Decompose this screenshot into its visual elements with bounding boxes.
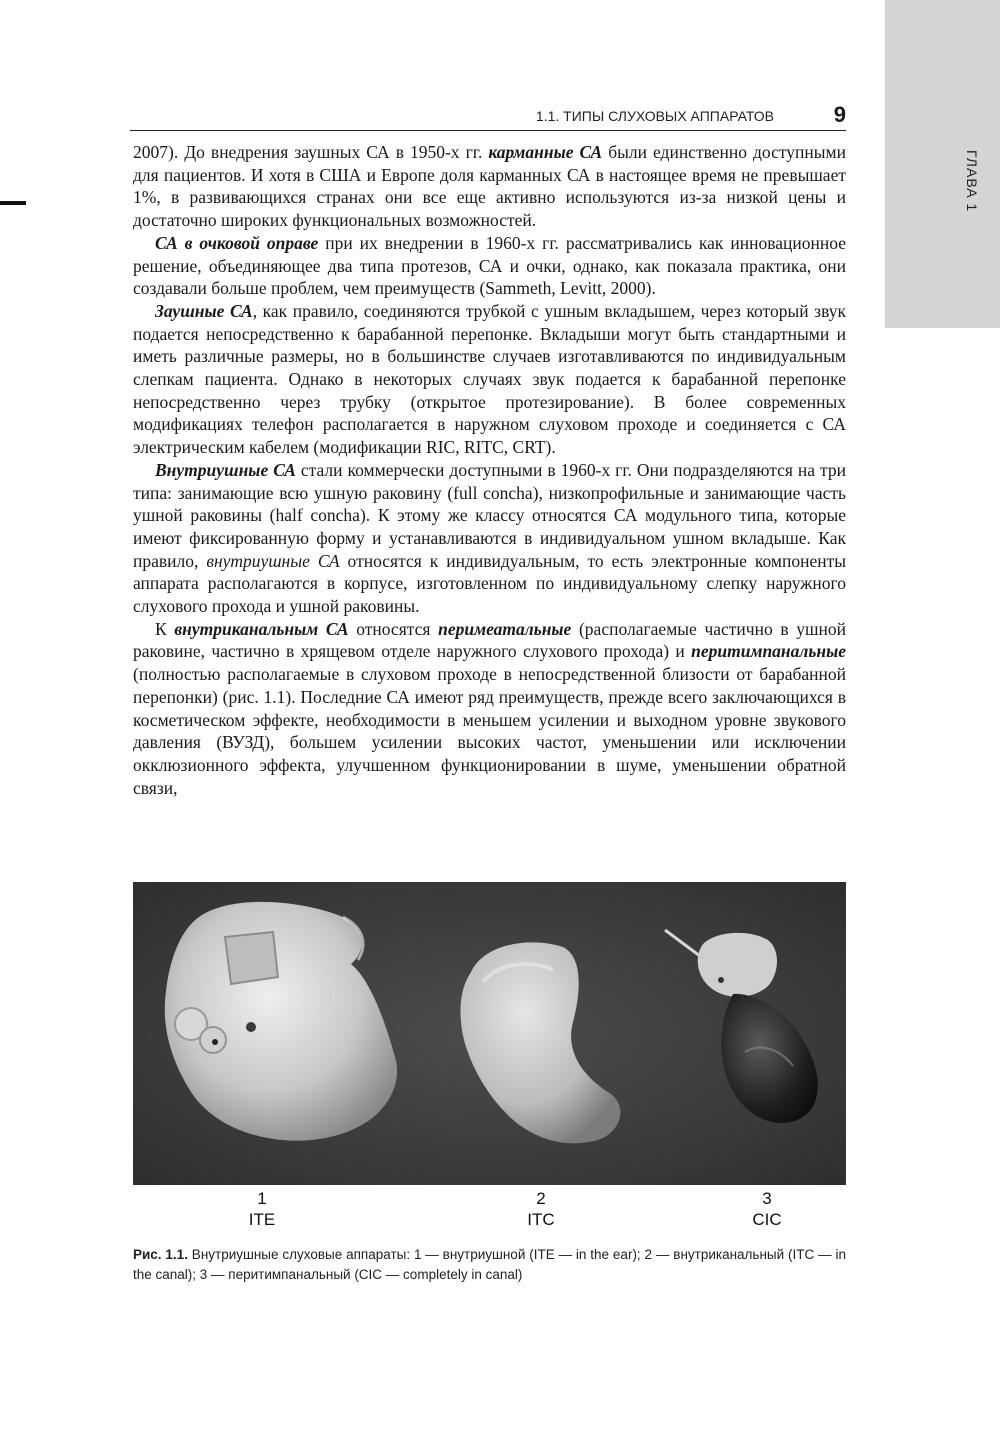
paragraph-4: [133, 459, 846, 618]
chapter-tab-label: ГЛАВА 1: [964, 150, 980, 213]
term-bte-aids: Заушные СА: [155, 300, 253, 321]
p5-text-b: относятся: [348, 618, 439, 639]
figure-label-3: [737, 1188, 797, 1230]
margin-mark: [0, 201, 26, 205]
hearing-aids-photo: [133, 882, 846, 1185]
figure-label-1-number: 1: [257, 1189, 267, 1208]
figure-label-1: [232, 1188, 292, 1230]
figure-label-2-number: 2: [536, 1189, 546, 1208]
p5-text-c: (располагаемые частично в ушной раковине, частично в хрящевом отделе наружного слухового прохода) и: [133, 618, 846, 662]
p5-text-a: К: [155, 618, 175, 639]
chapter-tab: [885, 0, 1000, 328]
figure-label-3-code: CIC: [752, 1210, 782, 1229]
p3-text: , как правило, соединяются трубкой с ушным вкладышем, через который звук подается непосредственно к барабанной перепонке. Вкладыши могут быть стандартными и иметь различные размеры, но в большинстве случаев изготавливаются по индивидуальным слепкам пациента. Однако в некоторых случаях звук подается к барабанной перепонке непосредственно через трубку (открытое протезирование). В более современных модификациях телефон располагается в наружном слуховом проходе и соединяется с СА электрическим кабелем (модификации RIC, RITC, CRT).: [133, 300, 847, 458]
paragraph-5: [133, 618, 846, 800]
figure-label-2-code: ITC: [527, 1210, 555, 1229]
term-itc-aids: внутриканальным СА: [174, 618, 349, 639]
term-ite-aids: Внутриушные СА: [155, 459, 296, 480]
p1-text-b: были единственно доступными для пациентов. И хотя в США и Европе доля карманных СА в настоящее время не превышает 1%, в развивающихся странах они все еще активно используются из-за низкой цены и достаточно широких функциональных возможностей.: [133, 142, 846, 231]
term-ite-italic: внутриушные СА: [206, 550, 340, 571]
ite-device-image: [165, 902, 397, 1141]
p4-text-b: относятся к индивидуальным, то есть электронные компоненты аппарата располагаются в корпусе, изготовленном по индивидуальному слепку наружного слухового прохода и ушной раковины.: [133, 550, 846, 617]
p1-text-a: 2007). До внедрения заушных СА в 1950-х гг.: [133, 142, 489, 162]
body-text: [133, 141, 846, 799]
page-number: 9: [833, 102, 846, 127]
term-eyeglass-aids: СА в очковой оправе: [155, 232, 319, 253]
running-title: 1.1. ТИПЫ СЛУХОВЫХ АППАРАТОВ: [535, 108, 774, 124]
itc-device-image: [460, 942, 620, 1143]
figure-label-1-code: ITE: [248, 1210, 276, 1229]
figure-caption-label: Рис. 1.1.: [133, 1247, 188, 1262]
term-pocket-aids: карманные СА: [488, 142, 603, 162]
figure-caption-text: Внутриушные слуховые аппараты: 1 — внутриушной (ITE — in the ear); 2 — внутриканальный (ITC — in the canal); 3 — перитимпанальный (CIC — completely in canal): [133, 1247, 846, 1282]
running-header: [130, 102, 846, 131]
cic-device-image: [665, 930, 818, 1123]
figure-label-3-number: 3: [762, 1189, 772, 1208]
paragraph-3: [133, 300, 846, 459]
paragraph-1: [133, 141, 846, 232]
figure-label-2: [511, 1188, 571, 1230]
p2-text: при их внедрении в 1960-х гг. рассматривались как инновационное решение, объединяющее два типа протезов, СА и очки, однако, как показала практика, они создавали больше проблем, чем преимуществ (Sammeth, Levitt, 2000).: [133, 232, 846, 299]
term-perimeatal: перимеатальные: [438, 618, 572, 639]
term-peritympanic: перитимпанальные: [691, 641, 846, 662]
paragraph-2: [133, 232, 846, 300]
p5-text-d: (полностью располагаемые в слуховом проходе в непосредственной близости от барабанной перепонки) (рис. 1.1). Последние СА имеют ряд преимуществ, прежде всего заключающихся в косметическом эффекте, необходимости в меньшем усилении и выходном уровне звукового давления (ВУЗД), большем усилении высоких частот, уменьшении или исключении окклюзионного эффекта, улучшенном функционировании в шуме, уменьшении обратной связи,: [133, 664, 846, 798]
p4-text-a: стали коммерчески доступными в 1960-х гг. Они подразделяются на три типа: занимающие всю ушную раковину (full concha), низкопрофильные и занимающие часть ушной раковины (half concha). К этому же классу относятся СА модульного типа, которые имеют фиксированную форму и устанавливаются в индивидуальном ушном вкладыше. Как правило,: [133, 459, 846, 571]
figure-caption: [133, 1245, 846, 1285]
